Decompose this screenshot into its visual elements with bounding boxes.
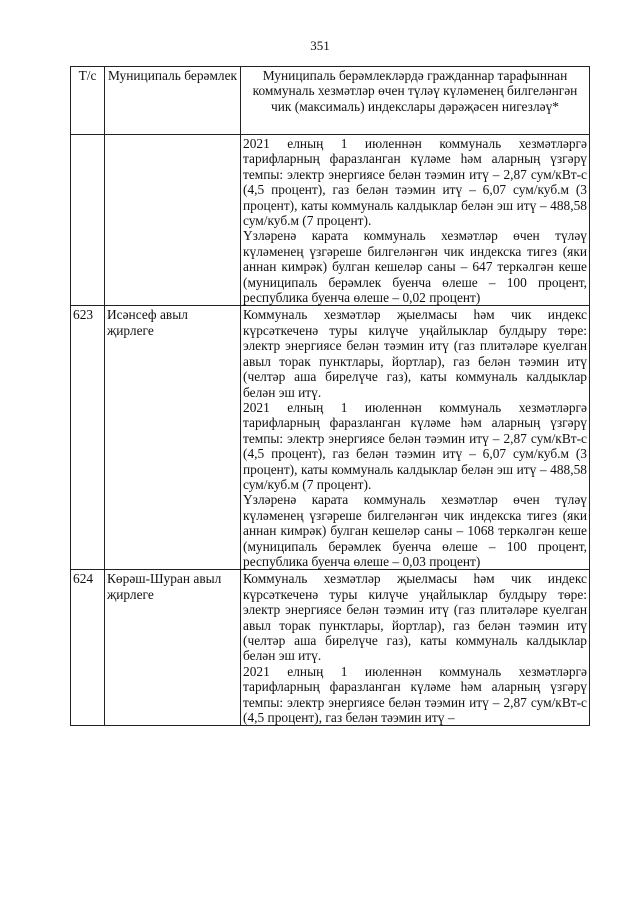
header-number: Т/с xyxy=(71,67,105,135)
row-number: 623 xyxy=(71,306,105,570)
paragraph: Коммуналь хезмәтләр җыелмасы һәм чик индекс күрсәткеченә туры килүче уңайлыклар булдыру төре: электр энергиясе белән тәэмин итү (газ плитәләре куелган авыл торак пунктлары, йортлар), газ белән тәэмин итү (челтәр аша бирелүче газ), каты коммуналь калдыклар белән эш итү. xyxy=(243,307,587,400)
municipality-name: Көрәш-Шуран авыл җирлеге xyxy=(105,570,241,726)
table-row xyxy=(71,306,590,570)
justification-cell xyxy=(241,306,590,570)
justification-cell xyxy=(241,135,590,306)
paragraph: 2021 елның 1 июленнән коммуналь хезмәтләргә тарифларның фаразланган күләме һәм аларның үзгәрү темпы: электр энергиясе белән тәэмин итү – 2,87 сум/кВт-с (4,5 процент), газ белән тәэмин итү – 6,07 сум/куб.м (3 процент), каты коммуналь калдыклар белән эш итү – 488,58 сум/куб.м (7 процент). xyxy=(243,136,587,229)
paragraph: 2021 елның 1 июленнән коммуналь хезмәтләргә тарифларның фаразланган күләме һәм аларның үзгәрү темпы: электр энергиясе белән тәэмин итү – 2,87 сум/кВт-с (4,5 процент), газ белән тәэмин итү – 6,07 сум/куб.м (3 процент), каты коммуналь калдыклар белән эш итү – 488,58 сум/куб.м (7 процент). xyxy=(243,399,587,492)
indices-table xyxy=(70,66,590,726)
table-header-row xyxy=(71,67,590,135)
paragraph: Үзләренә карата коммуналь хезмәтләр өчен түләү күләменең үзгәреше билгеләнгән чик индекска тигез (яки аннан кимрәк) булган кешеләр саны – 1068 теркәлгән кеше (муниципаль берәмлек буенча өлеше – 100 процент, республика буенча өлеше – 0,03 процент) xyxy=(243,492,587,569)
header-justification: Муниципаль берәмлекләрдә гражданнар тарафыннан коммуналь хезмәтләр өчен түләү күләменең билгеләнгән чик (максималь) индекслары дәрәҗәсен нигезләү* xyxy=(241,67,590,135)
paragraph: Коммуналь хезмәтләр җыелмасы һәм чик индекс күрсәткеченә туры килүче уңайлыклар булдыру төре: электр энергиясе белән тәэмин итү (газ плитәләре куелган авыл торак пунктлары, йортлар), газ белән тәэмин итү (челтәр аша бирелүче газ), каты коммуналь калдыклар белән эш итү. xyxy=(243,571,587,664)
row-number: 624 xyxy=(71,570,105,726)
header-municipality: Муниципаль берәмлек xyxy=(105,67,241,135)
municipality-name: Исәнсеф авыл җирлеге xyxy=(105,306,241,570)
row-number xyxy=(71,135,105,306)
page-number: 351 xyxy=(310,38,330,53)
table-row xyxy=(71,135,590,306)
paragraph: Үзләренә карата коммуналь хезмәтләр өчен түләү күләменең үзгәреше билгеләнгән чик индекска тигез (яки аннан кимрәк) булган кешеләр саны – 647 теркәлгән кеше (муниципаль берәмлек буенча өлеше – 100 процент, республика буенча өлеше – 0,02 процент) xyxy=(243,228,587,306)
table-row xyxy=(71,570,590,726)
paragraph: 2021 елның 1 июленнән коммуналь хезмәтләргә тарифларның фаразланган күләме һәм аларның үзгәрү темпы: электр энергиясе белән тәэмин итү – 2,87 сум/кВт-с (4,5 процент), газ белән тәэмин итү – xyxy=(243,663,587,726)
justification-cell xyxy=(241,570,590,726)
municipality-name xyxy=(105,135,241,306)
